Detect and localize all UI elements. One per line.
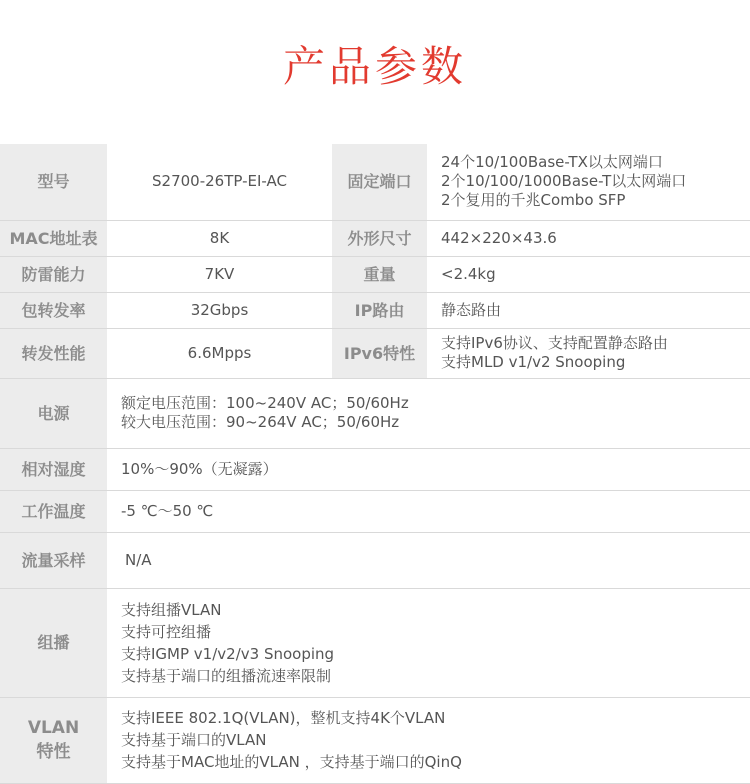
- spec-value-surge: 7KV: [107, 256, 332, 292]
- spec-row-vlan: [0, 697, 750, 783]
- spec-value-ports: [427, 144, 750, 220]
- spec-value-ip-routing: 静态路由: [427, 292, 750, 328]
- spec-row-power: [0, 378, 750, 448]
- spec-label-model: 型号: [0, 144, 107, 220]
- spec-value-forwarding-rate: 32Gbps: [107, 292, 332, 328]
- spec-label-weight: 重量: [332, 256, 427, 292]
- spec-label-multicast: 组播: [0, 588, 107, 697]
- multicast-line: 支持基于端口的组播流速率限制: [121, 666, 332, 685]
- multicast-line: 支持可控组播: [121, 622, 212, 641]
- spec-value-mac: 8K: [107, 220, 332, 256]
- spec-table: [0, 144, 750, 784]
- spec-label-size: 外形尺寸: [332, 220, 427, 256]
- spec-label-vlan: [0, 697, 107, 783]
- spec-label-ports: 固定端口: [332, 144, 427, 220]
- vlan-line: 支持基于端口的VLAN: [121, 731, 267, 749]
- spec-label-humidity: 相对湿度: [0, 448, 107, 490]
- spec-value-performance: 6.6Mpps: [107, 328, 332, 378]
- page-title: 产品参数: [282, 42, 467, 91]
- ports-line: 24个10/100Base-TX以太网端口: [441, 153, 663, 172]
- ports-line: 2个复用的千兆Combo SFP: [441, 191, 626, 210]
- spec-value-power: [107, 378, 750, 448]
- vlan-line: 支持基于MAC地址的VLAN ，支持基于端口的QinQ: [121, 753, 462, 771]
- spec-label-sampling: 流量采样: [0, 532, 107, 588]
- power-line: 额定电压范围：100~240V AC；50/60Hz: [121, 394, 409, 412]
- spec-label-forwarding-rate: 包转发率: [0, 292, 107, 328]
- spec-value-ipv6: [427, 328, 750, 378]
- spec-row-temperature: [0, 490, 750, 532]
- spec-row-surge: [0, 256, 750, 292]
- spec-value-multicast: [107, 588, 750, 697]
- spec-label-ipv6: IPv6特性: [332, 328, 427, 378]
- spec-value-humidity: 10%～90%（无凝露）: [107, 448, 750, 490]
- spec-row-model: [0, 144, 750, 220]
- vlan-line: 支持IEEE 802.1Q(VLAN)，整机支持4K个VLAN: [121, 709, 446, 727]
- spec-label-performance: 转发性能: [0, 328, 107, 378]
- power-line: 较大电压范围：90~264V AC；50/60Hz: [121, 413, 400, 431]
- spec-row-forwarding-rate: [0, 292, 750, 328]
- spec-label-temperature: 工作温度: [0, 490, 107, 532]
- spec-value-sampling: N/A: [107, 532, 750, 588]
- multicast-line: 支持组播VLAN: [121, 600, 222, 619]
- spec-value-weight: <2.4kg: [427, 256, 750, 292]
- spec-label-surge: 防雷能力: [0, 256, 107, 292]
- spec-row-performance: [0, 328, 750, 378]
- spec-value-vlan: [107, 697, 750, 783]
- spec-row-sampling: [0, 532, 750, 588]
- spec-row-humidity: [0, 448, 750, 490]
- spec-label-power: 电源: [0, 378, 107, 448]
- spec-row-mac: [0, 220, 750, 256]
- vlan-label-line: VLAN: [27, 718, 80, 738]
- vlan-label-line: 特性: [36, 742, 71, 762]
- spec-value-temperature: -5 ℃～50 ℃: [107, 490, 750, 532]
- multicast-line: 支持IGMP v1/v2/v3 Snooping: [121, 644, 335, 663]
- spec-value-model: S2700-26TP-EI-AC: [107, 144, 332, 220]
- spec-value-size: 442×220×43.6: [427, 220, 750, 256]
- spec-label-ip-routing: IP路由: [332, 292, 427, 328]
- ports-line: 2个10/100/1000Base-T以太网端口: [441, 172, 687, 191]
- spec-row-multicast: [0, 588, 750, 697]
- spec-label-mac: MAC地址表: [0, 220, 107, 256]
- ipv6-line: 支持MLD v1/v2 Snooping: [441, 353, 626, 371]
- ipv6-line: 支持IPv6协议、支持配置静态路由: [441, 334, 668, 352]
